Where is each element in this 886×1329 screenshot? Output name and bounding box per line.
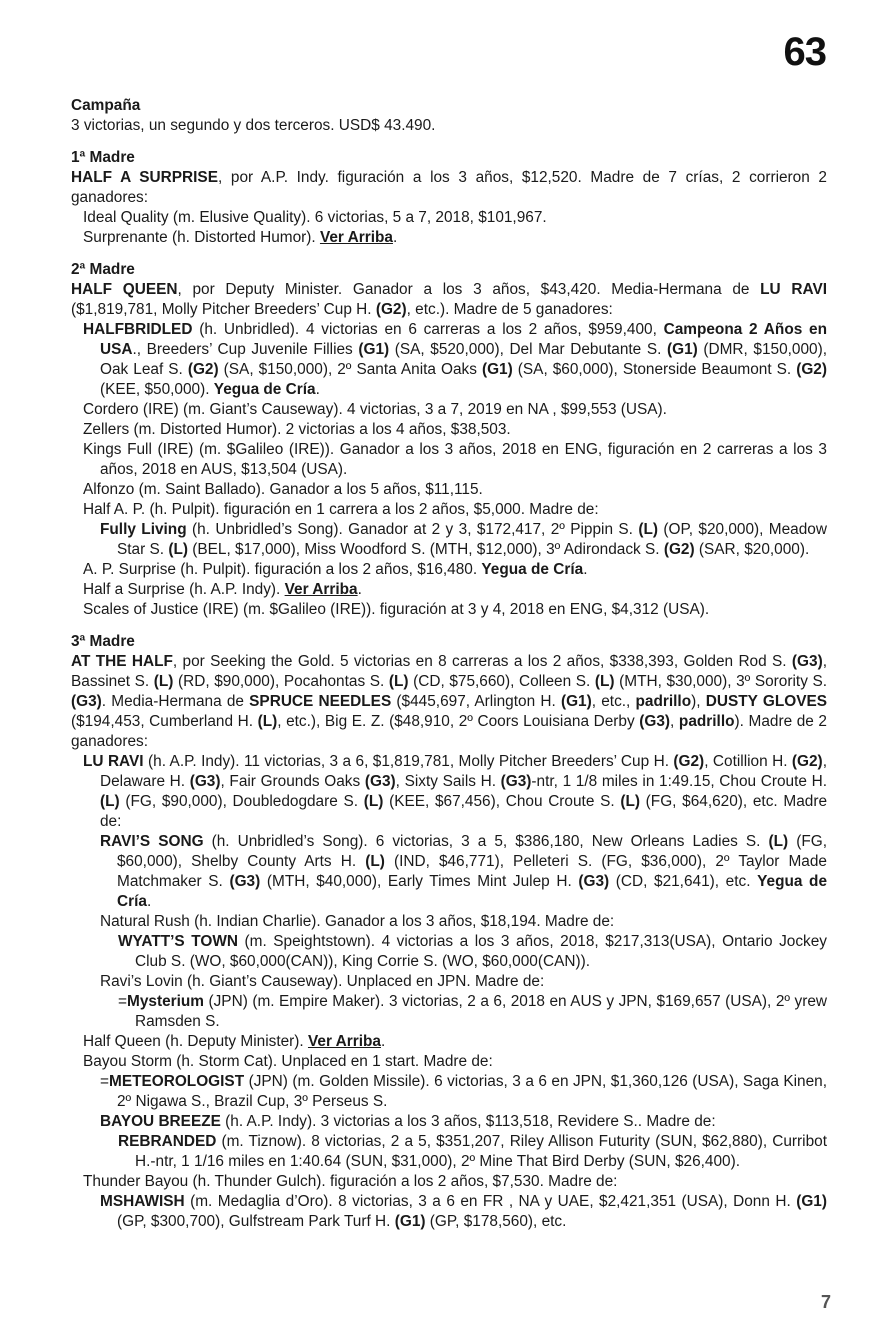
bold-text: HALF QUEEN — [71, 281, 178, 298]
entry-text: . — [357, 581, 362, 598]
bold-text: (L) — [168, 541, 188, 558]
pedigree-entry — [71, 832, 827, 912]
entry-text: . Media-Hermana de — [101, 693, 250, 710]
entry-text: , por Deputy Minister. Ganador a los 3 años, $43,420. Media-Hermana de — [177, 281, 761, 298]
entry-text: Bayou Storm (h. Storm Cat). Unplaced en 1 start. Madre de: — [83, 1053, 493, 1070]
bold-text: (G2) — [796, 361, 827, 378]
bold-text: (G3) — [364, 773, 396, 790]
entry-text: Alfonzo (m. Saint Ballado). Ganador a los 5 años, $11,115. — [83, 481, 483, 498]
bold-text: (G3) — [639, 713, 671, 730]
bold-text: (G2) — [791, 753, 823, 770]
section-heading: Campaña — [71, 97, 141, 114]
pedigree-entry — [71, 932, 827, 972]
cross-reference-link: Ver Arriba — [319, 229, 393, 246]
entry-text: , Sixty Sails H. — [395, 773, 501, 790]
bold-text: (G2) — [187, 361, 219, 378]
bold-text: RAVI’S SONG — [100, 833, 204, 850]
entry-text: . — [583, 561, 588, 578]
bold-text: DUSTY GLOVES — [705, 693, 827, 710]
pedigree-entry — [71, 440, 827, 480]
pedigree-entry — [71, 400, 827, 420]
entry-text: (MTH, $40,000), Early Times Mint Julep H. — [260, 873, 579, 890]
bold-text: HALF A SURPRISE — [71, 169, 218, 186]
pedigree-entry — [71, 752, 827, 832]
bold-text: (G3) — [500, 773, 532, 790]
entry-text: (SAR, $20,000). — [694, 541, 810, 558]
bold-text: Yegua de Cría — [213, 381, 316, 398]
entry-text: , por Seeking the Gold. 5 victorias en 8 carreras a los 2 años, $338,393, Golden Rod S. — [172, 653, 792, 670]
entry-text: (FG, $90,000), Doubledogdare S. — [119, 793, 364, 810]
section — [71, 260, 827, 620]
bold-text: (G3) — [791, 653, 823, 670]
bold-text: (L) — [620, 793, 640, 810]
pedigree-entry — [71, 520, 827, 560]
pedigree-entry — [71, 280, 827, 320]
entry-text: , etc.), Big E. Z. ($48,910, 2º Coors Louisiana Derby — [277, 713, 640, 730]
bold-text: (L) — [257, 713, 278, 730]
entry-text: Zellers (m. Distorted Humor). 2 victorias a los 4 años, $38,503. — [83, 421, 511, 438]
pedigree-entry — [71, 1192, 827, 1232]
entry-text: (h. Unbridled). 4 victorias en 6 carreras a los 2 años, $959,400, — [192, 321, 664, 338]
entry-text: . — [315, 381, 320, 398]
entry-text: Half A. P. (h. Pulpit). figuración en 1 carrera a los 2 años, $5,000. Madre de: — [83, 501, 599, 518]
entry-text: (GP, $178,560), etc. — [425, 1213, 567, 1230]
pedigree-entry — [71, 912, 827, 932]
bold-text: (G3) — [71, 693, 102, 710]
entry-text: (SA, $60,000), Stonerside Beaumont S. — [512, 361, 797, 378]
entry-text: (FG, $60,000), Shelby County Arts H. — [117, 833, 827, 870]
bold-text: LU RAVI — [760, 281, 827, 298]
entry-text: . — [392, 229, 398, 246]
entry-text: ), — [691, 693, 706, 710]
entry-text: Kings Full (IRE) (m. $Galileo (IRE)). Ganador a los 3 años, 2018 en ENG, figuración en 2 carreras a los 3 años, 2018 en AUS, $13,504 (USA). — [83, 441, 827, 478]
entry-text: , etc., — [591, 693, 636, 710]
section-heading: 1ª Madre — [71, 149, 135, 166]
section — [71, 96, 827, 136]
entry-text: (MTH, $30,000), 3º Sorority S. — [614, 673, 828, 690]
entry-text: Thunder Bayou (h. Thunder Gulch). figuración a los 2 años, $7,530. Madre de: — [83, 1173, 618, 1190]
bold-text: (L) — [153, 673, 174, 690]
pedigree-entry — [71, 580, 827, 600]
bold-text: LU RAVI — [83, 753, 144, 770]
pedigree-entry — [71, 1132, 827, 1172]
bold-text: Yegua de Cría — [117, 873, 828, 910]
entry-text: Half Queen (h. Deputy Minister). — [83, 1033, 308, 1050]
entry-text: Surprenante (h. Distorted Humor). — [83, 229, 320, 246]
bold-text: (G1) — [358, 341, 390, 358]
pedigree-entry — [71, 560, 827, 580]
pedigree-entry — [71, 1112, 827, 1132]
entry-text: (IND, $46,771), Pelleteri S. (FG, $36,000), 2º Taylor Made Matchmaker S. — [117, 853, 827, 890]
pedigree-entry — [71, 208, 827, 228]
entry-text: ). Madre de 2 ganadores: — [71, 713, 827, 750]
bold-text: WYATT’S TOWN — [118, 933, 238, 950]
entry-text: (GP, $300,700), Gulfstream Park Turf H. — [117, 1213, 395, 1230]
pedigree-entry — [71, 420, 827, 440]
entry-text: = — [100, 1073, 109, 1090]
section — [71, 632, 827, 1232]
entry-text: Cordero (IRE) (m. Giant’s Causeway). 4 victorias, 3 a 7, 2019 en NA , $99,553 (USA). — [83, 401, 667, 418]
bold-text: padrillo — [678, 713, 735, 730]
entry-text: (CD, $21,641), etc. — [609, 873, 758, 890]
pedigree-entry — [71, 652, 827, 752]
bold-text: Campeona 2 Años en USA — [100, 321, 827, 358]
bold-text: (L) — [768, 833, 789, 850]
bold-text: Mysterium — [127, 993, 204, 1010]
entry-text: (m. Medaglia d’Oro). 8 victorias, 3 a 6 en FR , NA y UAE, $2,421,351 (USA), Donn H. — [184, 1193, 797, 1210]
bold-text: (G3) — [189, 773, 221, 790]
bold-text: padrillo — [635, 693, 692, 710]
entry-text: (BEL, $17,000), Miss Woodford S. (MTH, $12,000), 3º Adirondack S. — [187, 541, 664, 558]
entry-text: (CD, $75,660), Colleen S. — [408, 673, 595, 690]
entry-text: , etc.). Madre de 5 ganadores: — [406, 301, 613, 318]
entry-text: -ntr, 1 1/8 miles in 1:49.15, Chou Croute H. — [531, 773, 827, 790]
entry-text: . — [380, 1033, 386, 1050]
bold-text: METEOROLOGIST — [109, 1073, 245, 1090]
entry-text: , — [670, 713, 679, 730]
bold-text: Yegua de Cría — [481, 561, 584, 578]
entry-text: ($194,453, Cumberland H. — [71, 713, 258, 730]
entry-text: Scales of Justice (IRE) (m. $Galileo (IRE)). figuración at 3 y 4, 2018 en ENG, $4,312 (USA). — [83, 601, 710, 618]
bold-text: (G1) — [394, 1213, 426, 1230]
entry-text: (KEE, $50,000). — [100, 381, 214, 398]
entry-text: A. P. Surprise (h. Pulpit). figuración a los 2 años, $16,480. — [83, 561, 482, 578]
entry-text: (KEE, $67,456), Chou Croute S. — [383, 793, 621, 810]
entry-text: , Cotillion H. — [704, 753, 792, 770]
pedigree-entry — [71, 1172, 827, 1192]
bold-text: (L) — [365, 853, 385, 870]
bold-text: (L) — [388, 673, 409, 690]
entry-text: Half a Surprise (h. A.P. Indy). — [83, 581, 285, 598]
entry-text: (RD, $90,000), Pocahontas S. — [173, 673, 389, 690]
pedigree-entry — [71, 500, 827, 520]
entry-text: (h. Unbridled’s Song). 6 victorias, 3 a 5, $386,180, New Orleans Ladies S. — [203, 833, 769, 850]
entry-text: ($1,819,781, Molly Pitcher Breeders’ Cup H. — [71, 301, 376, 318]
page-number: 7 — [820, 1292, 831, 1312]
entry-text: (h. A.P. Indy). 3 victorias a los 3 años, $113,518, Revidere S.. Madre de: — [220, 1113, 716, 1130]
bold-text: (G3) — [229, 873, 261, 890]
bold-text: MSHAWISH — [100, 1193, 185, 1210]
entry-text: ($445,697, Arlington H. — [391, 693, 561, 710]
cross-reference-link: Ver Arriba — [307, 1033, 381, 1050]
bold-text: (G2) — [673, 753, 705, 770]
entry-text: 3 victorias, un segundo y dos terceros. USD$ 43.490. — [71, 117, 436, 134]
entry-text: . — [146, 893, 152, 910]
bold-text: (G1) — [796, 1193, 827, 1210]
bold-text: (L) — [100, 793, 120, 810]
pedigree-entry — [71, 972, 827, 992]
pedigree-entry — [71, 480, 827, 500]
bold-text: HALFBRIDLED — [83, 321, 193, 338]
bold-text: (G1) — [481, 361, 513, 378]
bold-text: REBRANDED — [118, 1133, 217, 1150]
bold-text: AT THE HALF — [71, 653, 173, 670]
entry-text: (SA, $150,000), 2º Santa Anita Oaks — [218, 361, 482, 378]
entry-text: Natural Rush (h. Indian Charlie). Ganador a los 3 años, $18,194. Madre de: — [100, 913, 615, 930]
bold-text: (L) — [594, 673, 615, 690]
pedigree-document — [71, 96, 827, 1232]
section — [71, 148, 827, 248]
pedigree-entry — [71, 228, 827, 248]
bold-text: (L) — [638, 521, 658, 538]
entry-text: (h. Unbridled’s Song). Ganador at 2 y 3, $172,417, 2º Pippin S. — [186, 521, 639, 538]
entry-text: (JPN) (m. Golden Missile). 6 victorias, 3 a 6 en JPN, $1,360,126 (USA), Saga Kinen, 2º Nigawa S., Brazil Cup, 3º Perseus S. — [117, 1073, 827, 1110]
bold-text: (G2) — [663, 541, 695, 558]
entry-text: ., Breeders’ Cup Juvenile Fillies — [132, 341, 359, 358]
pedigree-entry — [71, 116, 827, 136]
entry-text: (m. Tiznow). 8 victorias, 2 a 5, $351,207, Riley Allison Futurity (SUN, $62,880), Curribot H.-ntr, 1 1/16 miles en 1:40.64 (SUN, $31,000), 2º Mine That Bird Derby (SUN, $26,400). — [135, 1133, 827, 1170]
pedigree-entry — [71, 168, 827, 208]
bold-text: (G1) — [666, 341, 698, 358]
entry-text: , por A.P. Indy. figuración a los 3 años, $12,520. Madre de 7 crías, 2 corrieron 2 ganadores: — [71, 169, 827, 206]
entry-text: (m. Speightstown). 4 victorias a los 3 años, 2018, $217,313(USA), Ontario Jockey Club S. (WO, $60,000(CAN)), King Corrie S. (WO, $60,000(CAN)). — [135, 933, 827, 970]
pedigree-entry — [71, 1032, 827, 1052]
section-heading: 2ª Madre — [71, 261, 135, 278]
pedigree-entry — [71, 1072, 827, 1112]
entry-text: (DMR, $150,000), Oak Leaf S. — [100, 341, 827, 378]
lot-number: 63 — [783, 30, 826, 74]
bold-text: (G1) — [560, 693, 592, 710]
bold-text: SPRUCE NEEDLES — [249, 693, 392, 710]
entry-text: Ideal Quality (m. Elusive Quality). 6 victorias, 5 a 7, 2018, $101,967. — [83, 209, 547, 226]
pedigree-entry — [71, 600, 827, 620]
entry-text: , Fair Grounds Oaks — [220, 773, 365, 790]
entry-text: , Delaware H. — [100, 753, 827, 790]
bold-text: Fully Living — [100, 521, 187, 538]
cross-reference-link: Ver Arriba — [284, 581, 358, 598]
entry-text: = — [118, 993, 127, 1010]
bold-text: BAYOU BREEZE — [100, 1113, 221, 1130]
pedigree-entry — [71, 1052, 827, 1072]
entry-text: (SA, $520,000), Del Mar Debutante S. — [389, 341, 667, 358]
bold-text: (G3) — [578, 873, 610, 890]
bold-text: (L) — [363, 793, 384, 810]
entry-text: (JPN) (m. Empire Maker). 3 victorias, 2 a 6, 2018 en AUS y JPN, $169,657 (USA), 2º yrew Ramsden S. — [135, 993, 827, 1030]
entry-text: , Bassinet S. — [71, 653, 827, 690]
section-heading: 3ª Madre — [71, 633, 135, 650]
entry-text: (FG, $64,620), etc. Madre de: — [100, 793, 828, 830]
bold-text: (G2) — [375, 301, 407, 318]
entry-text: (h. A.P. Indy). 11 victorias, 3 a 6, $1,819,781, Molly Pitcher Breeders’ Cup H. — [143, 753, 674, 770]
pedigree-entry — [71, 320, 827, 400]
entry-text: (OP, $20,000), Meadow Star S. — [117, 521, 827, 558]
entry-text: Ravi’s Lovin (h. Giant’s Causeway). Unplaced en JPN. Madre de: — [100, 973, 545, 990]
pedigree-entry — [71, 992, 827, 1032]
